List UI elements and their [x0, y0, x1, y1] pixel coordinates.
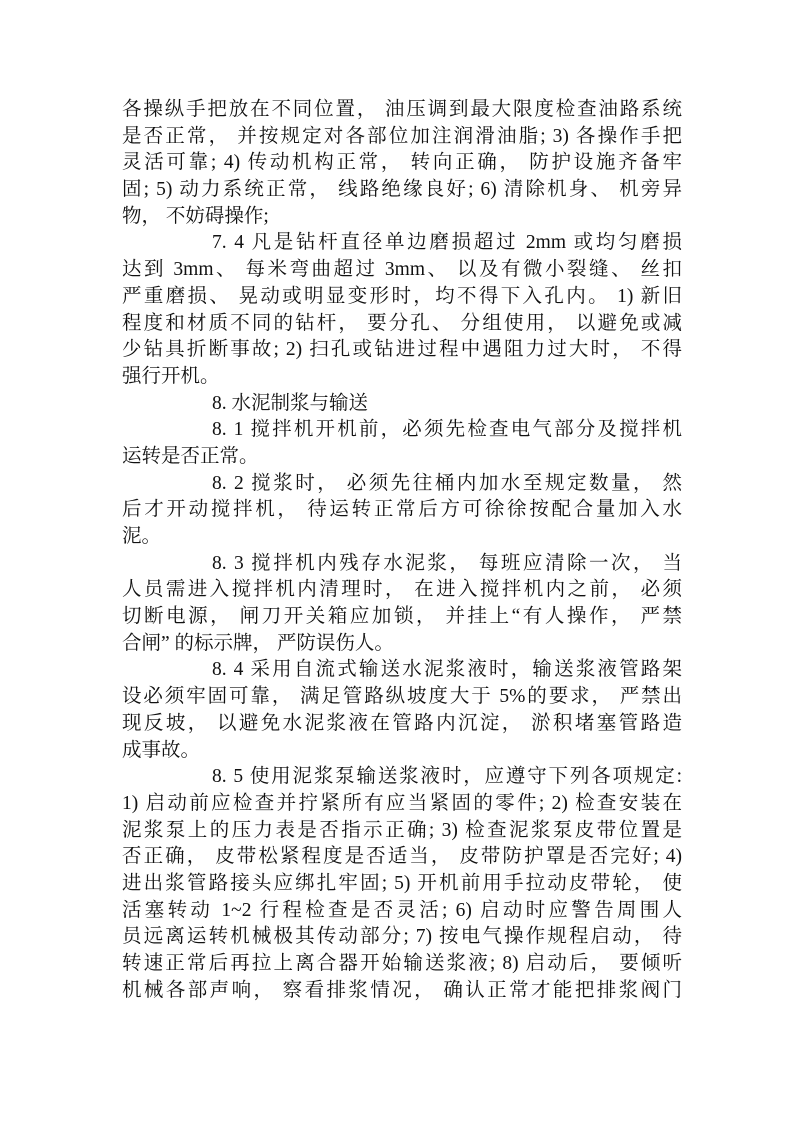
text-line: 少钻具折断事故; 2) 扫孔或钻进过程中遇阻力过大时， 不得 [122, 339, 682, 361]
text-line: 8. 3 搅拌机内残存水泥浆， 每班应清除一次， 当 [212, 552, 682, 574]
text-line: 固; 5) 动力系统正常， 线路绝缘良好; 6) 清除机身、 机旁异 [122, 179, 682, 201]
text-line: 8. 2 搅浆时， 必须先往桶内加水至规定数量， 然 [212, 472, 682, 494]
text-line: 现反坡， 以避免水泥浆液在管路内沉淀， 淤积堵塞管路造 [122, 712, 682, 734]
text-line: 合闸” 的标示牌， 严防误伤人。 [122, 632, 394, 654]
paragraph [122, 97, 682, 230]
text-line: 设必须牢固可靠， 满足管路纵坡度大于 5%的要求， 严禁出 [122, 686, 682, 708]
document-body [122, 97, 682, 1004]
paragraph [122, 764, 682, 1004]
text-line: 达到 3mm、 每米弯曲超过 3mm、 以及有微小裂缝、 丝扣 [122, 259, 682, 281]
text-line: 泥。 [122, 526, 162, 547]
text-line: 员远离运转机械极其传动部分; 7) 按电气操作规程启动， 待 [122, 926, 682, 948]
text-line: 物， 不妨碍操作; [122, 205, 269, 227]
text-line: 灵活可靠; 4) 传动机构正常， 转向正确， 防护设施齐备牢 [122, 152, 682, 174]
text-line: 人员需进入搅拌机内清理时， 在进入搅拌机内之前， 必须 [122, 579, 682, 601]
text-line: 运转是否正常。 [122, 445, 259, 467]
paragraph [122, 551, 682, 658]
text-line: 各操纵手把放在不同位置， 油压调到最大限度检查油路系统 [122, 99, 682, 120]
text-line: 泥浆泵上的压力表是否指示正确; 3) 检查泥浆泵皮带位置是 [122, 819, 682, 841]
text-line: 8. 4 采用自流式输送水泥浆液时，输送浆液管路架 [212, 659, 682, 681]
paragraph [122, 391, 682, 418]
paragraph [122, 417, 682, 470]
text-line: 转速正常后再拉上离合器开始输送浆液; 8) 启动后， 要倾听 [122, 953, 682, 974]
text-line: 8. 水泥制浆与输送 [212, 392, 369, 414]
text-line: 否正确， 皮带松紧程度是否适当， 皮带防护罩是否完好; 4) [122, 846, 682, 868]
text-line: 8. 5 使用泥浆泵输送浆液时，应遵守下列各项规定: [212, 766, 682, 788]
paragraph [122, 657, 682, 764]
text-line: 严重磨损、 晃动或明显变形时，均不得下入孔内。 1) 新旧 [122, 285, 682, 307]
paragraph [122, 471, 682, 551]
text-line: 活塞转动 1~2 行程检查是否灵活; 6) 启动时应警告周围人 [122, 899, 682, 921]
text-line: 成事故。 [122, 739, 201, 761]
text-line: 切断电源， 闸刀开关箱应加锁， 并挂上“有人操作， 严禁 [122, 606, 682, 628]
text-line: 进出浆管路接头应绑扎牢固; 5) 开机前用手拉动皮带轮， 使 [122, 872, 682, 894]
text-line: 1) 启动前应检查并拧紧所有应当紧固的零件; 2) 检查安装在 [122, 792, 682, 814]
text-line: 8. 1 搅拌机开机前，必须先检查电气部分及搅拌机 [212, 419, 682, 441]
text-line: 7. 4 凡是钻杆直径单边磨损超过 2mm 或均匀磨损 [212, 232, 682, 254]
text-line: 是否正常， 并按规定对各部位加注润滑油脂; 3) 各操作手把 [122, 125, 682, 147]
text-line: 强行开机。 [122, 365, 220, 387]
paragraph [122, 230, 682, 390]
text-line: 程度和材质不同的钻杆， 要分孔、 分组使用， 以避免或减 [122, 312, 682, 334]
text-line: 机械各部声响， 察看排浆情况， 确认正常才能把排浆阀门 [122, 979, 682, 1001]
text-line: 后才开动搅拌机， 待运转正常后方可徐徐按配合量加入水 [122, 499, 682, 521]
